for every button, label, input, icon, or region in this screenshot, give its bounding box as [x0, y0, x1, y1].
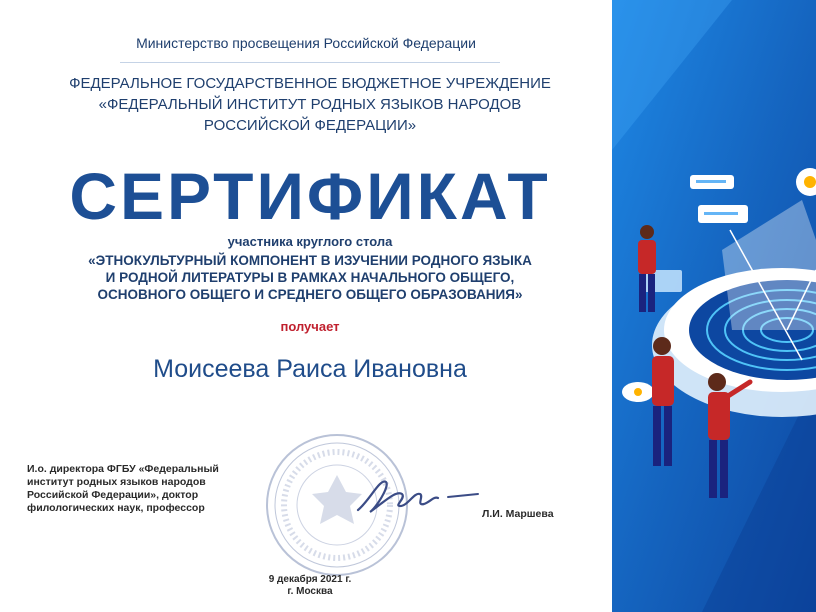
event-line: «ЭТНОКУЛЬТУРНЫЙ КОМПОНЕНТ В ИЗУЧЕНИИ РОДНОГО ЯЗЫКА: [88, 253, 532, 268]
signer-title: [27, 463, 257, 515]
institution-line: РОССИЙСКОЙ ФЕДЕРАЦИИ»: [203, 117, 417, 134]
institution-line: ФЕДЕРАЛЬНОЕ ГОСУДАРСТВЕННОЕ БЮДЖЕТНОЕ УЧРЕЖДЕНИЕ: [69, 75, 551, 92]
receives-label: получает: [280, 319, 340, 334]
institution-line: «ФЕДЕРАЛЬНЫЙ ИНСТИТУТ РОДНЫХ ЯЗЫКОВ НАРОДОВ: [98, 96, 522, 113]
participant-label: участника круглого стола: [227, 234, 393, 249]
signature-icon: [350, 470, 490, 520]
cloud-icon: [622, 382, 654, 402]
signer-line: филологических наук, профессор: [27, 502, 205, 514]
issue-date-place: [0, 574, 620, 598]
certificate-title: СЕРТИФИКАТ: [69, 159, 551, 233]
recipient-name: Моисеева Раиса Ивановна: [153, 355, 467, 383]
signer-name: Л.И. Маршева: [482, 508, 554, 520]
event-title: [40, 252, 580, 303]
event-line: ОСНОВНОГО ОБЩЕГО И СРЕДНЕГО ОБЩЕГО ОБРАЗОВАНИЯ»: [97, 287, 523, 302]
header-divider: [120, 62, 500, 63]
signer-line: И.о. директора ФГБУ «Федеральный: [27, 463, 219, 475]
signer-line: Российской Федерации», доктор: [27, 489, 199, 501]
side-illustration: [612, 0, 816, 612]
institution-name: [40, 73, 580, 136]
issue-date: 9 декабря 2021 г.: [268, 574, 352, 585]
signer-line: институт родных языков народов: [27, 476, 206, 488]
issue-city: г. Москва: [287, 586, 333, 597]
ministry-name: Министерство просвещения Российской Федерации: [136, 35, 476, 51]
event-line: И РОДНОЙ ЛИТЕРАТУРЫ В РАМКАХ НАЧАЛЬНОГО ОБЩЕГО,: [105, 270, 515, 285]
